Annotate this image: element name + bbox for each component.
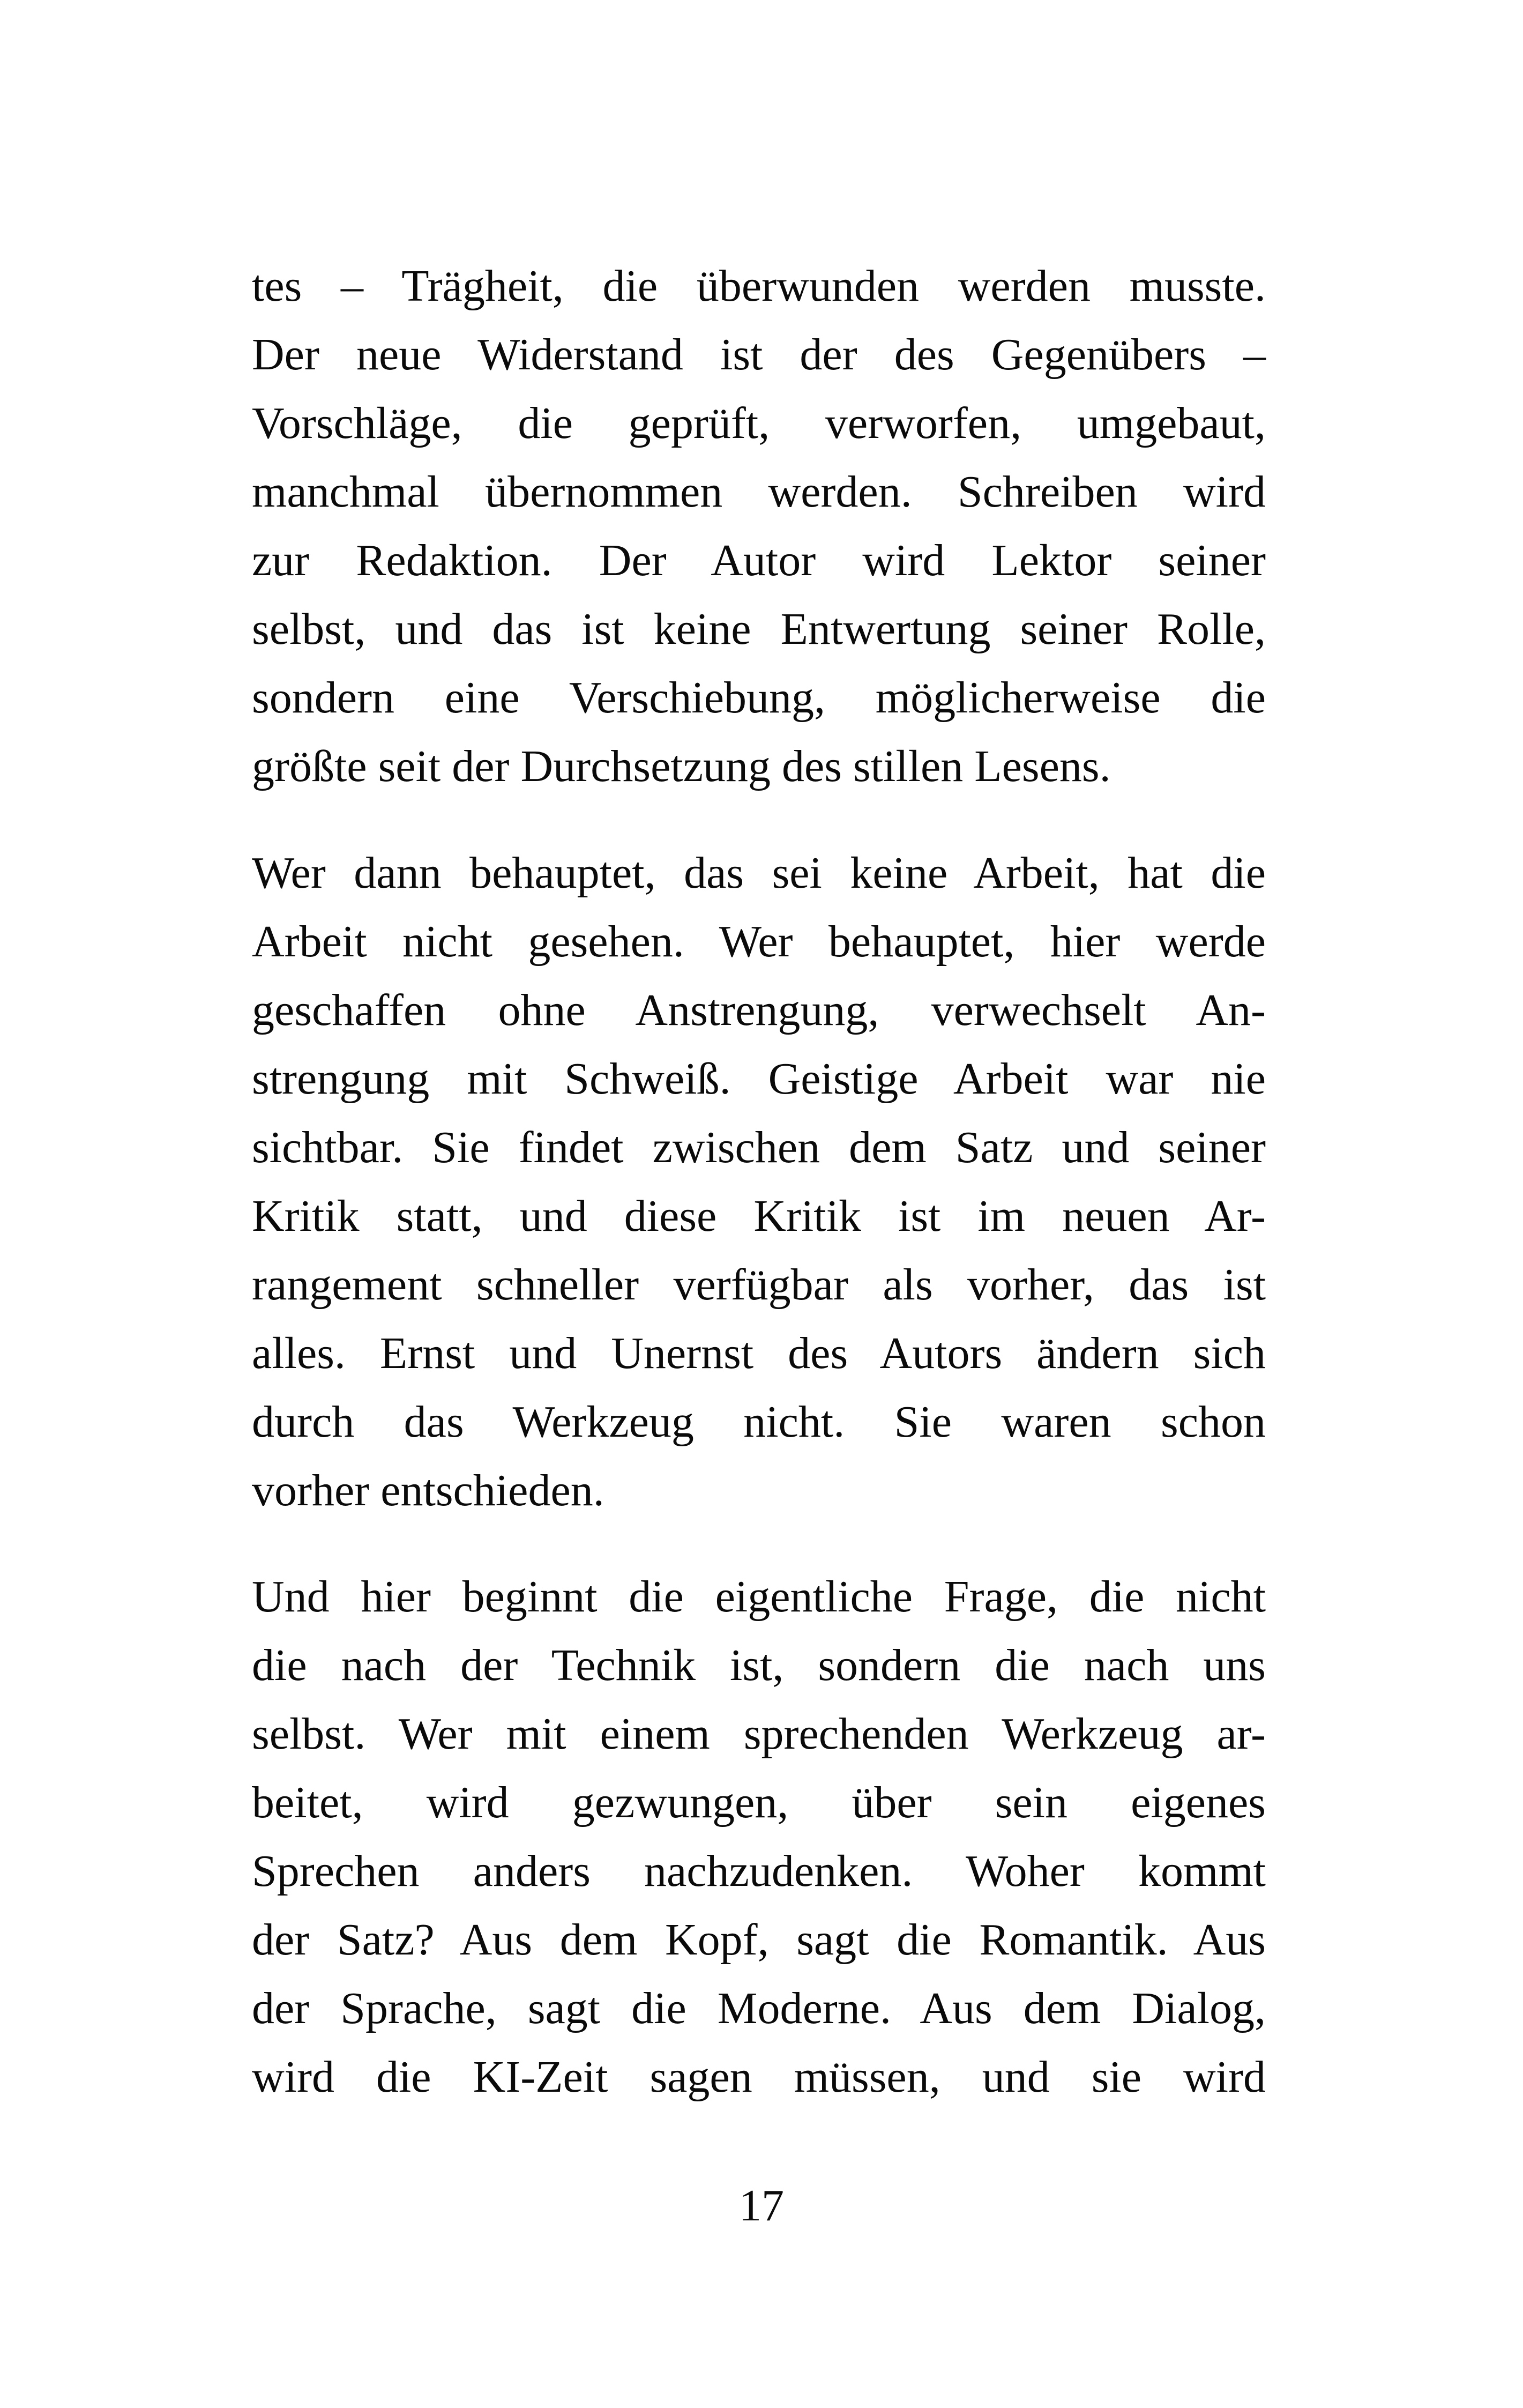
paragraph-1: [252, 252, 1266, 801]
text-line: strengung mit Schweiß. Geistige Arbeit war nie: [252, 1054, 1266, 1104]
text-line: selbst, und das ist keine Entwertung seiner Rolle,: [252, 604, 1266, 654]
text-line: der Satz? Aus dem Kopf, sagt die Romantik. Aus: [252, 1915, 1266, 1965]
text-line: alles. Ernst und Unernst des Autors ändern sich: [252, 1328, 1266, 1378]
text-line: der Sprache, sagt die Moderne. Aus dem Dialog,: [252, 1983, 1266, 2033]
text-line: Vorschläge, die geprüft, verworfen, umgebaut,: [252, 398, 1266, 448]
text-line: Wer dann behauptet, das sei keine Arbeit, hat die: [252, 848, 1266, 898]
text-line: sondern eine Verschiebung, möglicherweise die: [252, 673, 1266, 723]
text-line: wird die KI-Zeit sagen müssen, und sie wird: [252, 2052, 1266, 2102]
page-number: 17: [739, 2181, 784, 2231]
text-line: rangement schneller verfügbar als vorher, das ist: [252, 1260, 1266, 1310]
text-line: sichtbar. Sie findet zwischen dem Satz und seiner: [252, 1123, 1266, 1172]
text-line: Sprechen anders nachzudenken. Woher kommt: [252, 1846, 1266, 1896]
text-line: vorher entschieden.: [252, 1466, 604, 1515]
text-line: Und hier beginnt die eigentliche Frage, die nicht: [252, 1572, 1266, 1622]
text-line: Kritik statt, und diese Kritik ist im neuen Ar-: [252, 1191, 1266, 1241]
text-line: selbst. Wer mit einem sprechenden Werkzeug ar-: [252, 1709, 1266, 1759]
text-line: durch das Werkzeug nicht. Sie waren schon: [252, 1397, 1266, 1447]
paragraph-2: [252, 839, 1266, 1525]
text-line: geschaffen ohne Anstrengung, verwechselt An-: [252, 985, 1266, 1035]
text-line: beitet, wird gezwungen, über sein eigenes: [252, 1778, 1266, 1827]
text-line: Arbeit nicht gesehen. Wer behauptet, hier werde: [252, 917, 1266, 967]
paragraph-3: [252, 1563, 1266, 2112]
text-line: zur Redaktion. Der Autor wird Lektor seiner: [252, 536, 1266, 585]
text-line: Der neue Widerstand ist der des Gegenübers –: [252, 330, 1266, 380]
text-line: größte seit der Durchsetzung des stillen Lesens.: [252, 741, 1111, 791]
text-line: die nach der Technik ist, sondern die nach uns: [252, 1640, 1266, 1690]
text-line: tes – Trägheit, die überwunden werden musste.: [252, 261, 1266, 311]
text-line: manchmal übernommen werden. Schreiben wird: [252, 467, 1266, 517]
